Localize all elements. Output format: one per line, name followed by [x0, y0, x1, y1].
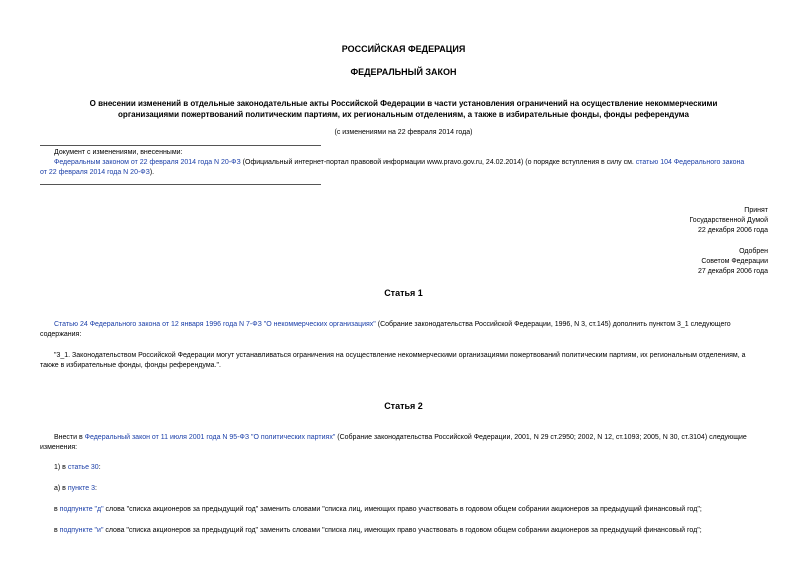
link-article-30[interactable]: статье 30	[67, 464, 99, 471]
link-law-20fz[interactable]: Федеральным законом от 22 февраля 2014 года N 20-ФЗ	[54, 159, 241, 166]
itema-pre: а) в	[54, 485, 68, 492]
article2-intro-text: (Собрание законодательства Российской Федерации, 2001, N 29 ст.2950; 2002, N 12, ст.1093; 2005, N 30, ст.3104) следующие	[335, 434, 747, 441]
item1-post: :	[98, 464, 101, 471]
article2-item1	[54, 463, 101, 473]
article1-quote-line1: "3_1. Законодательством Российской Федерации могут устанавливаться ограничения на осуществление некоммерческими организациями пожертвований политическим партиям, их региональным отделениям, а	[54, 352, 746, 359]
article1-text-a: (Собрание законодательства Российской Федерации, 1996, N 3, ст.145) дополнить пунктом 3_1 следующего	[375, 321, 731, 328]
link-article-104-cont[interactable]: от 22 февраля 2014 года N 20-ФЗ	[40, 169, 150, 176]
link-point-3[interactable]: пункте 3	[67, 485, 95, 492]
adoption-council-date: 27 декабря 2006 года	[697, 268, 768, 275]
adoption-duma-body: Государственной Думой	[689, 217, 768, 224]
article2-intro-line1	[54, 433, 794, 443]
sub-d-pre: в	[54, 506, 60, 513]
article1-para-line2: содержания:	[40, 331, 82, 338]
article2-heading: Статья 2	[384, 401, 423, 411]
article2-intro-pre: Внести в	[54, 434, 85, 441]
article1-para-line1	[54, 320, 794, 330]
country-heading: РОССИЙСКАЯ ФЕДЕРАЦИЯ	[341, 44, 466, 54]
link-subpoint-d[interactable]: подпункте "д"	[59, 506, 104, 513]
change-note-line2	[40, 168, 154, 178]
itema-post: :	[95, 485, 97, 492]
sub-d-text: слова "списка акционеров за предыдущий год" заменить словами "списка лиц, имеющих право участвовать в годовом общем собрании акционеров за предыдущий финансовый год";	[103, 506, 702, 513]
sub-i-text: слова "списка акционеров за предыдущий год" заменить словами "списка лиц, имеющих право участвовать в годовом общем собрании акционеров за предыдущий финансовый год";	[103, 527, 702, 534]
link-law-7fz-article24[interactable]: Статью 24 Федерального закона от 12 января 1996 года N 7-ФЗ "О некоммерческих организациях"	[54, 321, 376, 328]
item1-pre: 1) в	[54, 464, 68, 471]
law-title-line1: О внесении изменений в отдельные законодательные акты Российской Федерации в части установления ограничений на осуществление некоммерческими	[89, 99, 718, 108]
change-note-intro: Документ с изменениями, внесенными:	[54, 149, 183, 156]
article2-item-a	[54, 484, 97, 494]
law-type-heading: ФЕДЕРАЛЬНЫЙ ЗАКОН	[350, 67, 457, 77]
article1-quote-line2: также в избирательные фонды, фонды референдума.".	[40, 362, 221, 369]
adoption-council-status: Одобрен	[739, 248, 768, 255]
law-title-line2: организациями пожертвований политическим партиям, их региональным отделениям, а также в избирательные фонды, фонды референдума	[118, 110, 689, 119]
adoption-council	[560, 247, 768, 277]
change-note-text2: ).	[149, 169, 155, 176]
link-article-104[interactable]: статью 104 Федерального закона	[635, 159, 745, 166]
link-law-95fz[interactable]: Федеральный закон от 11 июля 2001 года N 95-ФЗ "О политических партиях"	[84, 434, 336, 441]
article2-sub-i	[54, 526, 794, 536]
article2-sub-d	[54, 505, 794, 515]
adoption-duma-date: 22 декабря 2006 года	[697, 227, 768, 234]
change-note-text1: (Официальный интернет-портал правовой информации www.pravo.gov.ru, 24.02.2014) (о порядке вступления в силу см.	[240, 159, 636, 166]
divider-top	[40, 145, 321, 146]
divider-bottom	[40, 184, 321, 185]
article1-heading: Статья 1	[384, 288, 423, 298]
article2-intro-line2: изменения:	[40, 444, 78, 451]
change-note-line1	[54, 158, 774, 168]
adoption-duma-status: Принят	[744, 207, 768, 214]
adoption-council-body: Советом Федерации	[701, 258, 768, 265]
amended-note: (с изменениями на 22 февраля 2014 года)	[334, 129, 473, 136]
link-subpoint-i[interactable]: подпункте "и"	[59, 527, 104, 534]
sub-i-pre: в	[54, 527, 60, 534]
adoption-duma	[560, 206, 768, 236]
